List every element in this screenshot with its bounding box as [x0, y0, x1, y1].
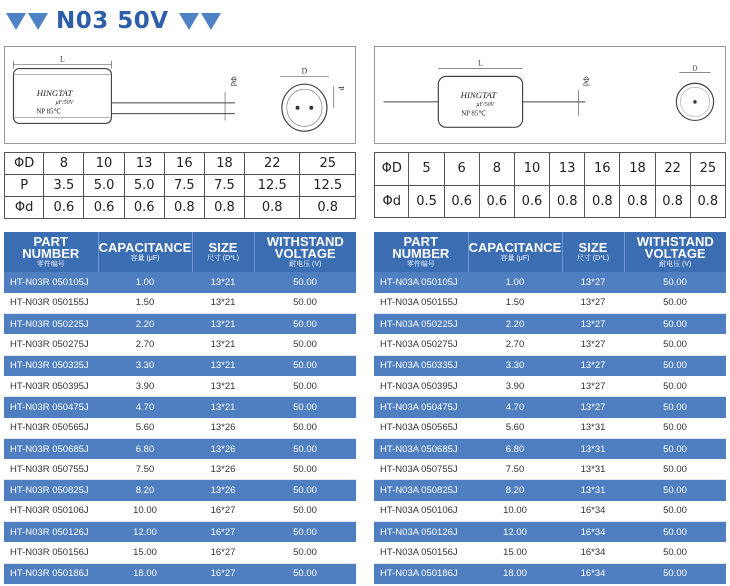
size-cell: 16*27: [192, 522, 254, 543]
size-cell: 16*34: [562, 522, 624, 543]
table-row: [4, 376, 356, 397]
dimension-cell: 18: [620, 153, 655, 186]
capacitance-cell: 12.00: [98, 522, 192, 543]
part-number-cell: HT-N03A 050155J: [374, 293, 468, 314]
dimension-cell: 0.8: [164, 197, 204, 219]
part-number-cell: HT-N03A 050475J: [374, 397, 468, 418]
voltage-cell: 50.00: [624, 376, 726, 397]
table-row: [4, 272, 356, 293]
table-row: [374, 438, 726, 459]
capacitance-cell: 5.60: [98, 418, 192, 439]
axial-spec-line: μF/50V: [476, 101, 495, 108]
part-number-cell: HT-N03R 050755J: [4, 459, 98, 480]
table-row: [4, 563, 356, 584]
voltage-cell: 50.00: [254, 522, 356, 543]
axial-label-L: L: [478, 58, 483, 68]
size-cell: 16*27: [192, 501, 254, 522]
dimension-cell: 6: [444, 153, 479, 186]
part-number-cell: HT-N03A 050565J: [374, 418, 468, 439]
dimension-row: [375, 185, 726, 218]
voltage-cell: 50.00: [624, 480, 726, 501]
part-number-cell: HT-N03R 050225J: [4, 314, 98, 335]
table-row: [374, 418, 726, 439]
dimension-cell: 8: [479, 153, 514, 186]
spec-line: μF/50V: [55, 99, 74, 106]
size-cell: 13*27: [562, 293, 624, 314]
col-size: SIZE 尺寸 (D*L): [562, 232, 624, 272]
dimension-row: [375, 153, 726, 186]
dimension-cell: 0.6: [479, 185, 514, 218]
dimension-cell: 0.8: [620, 185, 655, 218]
voltage-cell: 50.00: [624, 272, 726, 293]
size-cell: 13*31: [562, 438, 624, 459]
dimension-cell: 25: [690, 153, 725, 186]
dimension-cell: 12.5: [300, 175, 356, 197]
part-number-cell: HT-N03A 050186J: [374, 563, 468, 584]
size-cell: 13*21: [192, 314, 254, 335]
capacitance-cell: 10.00: [468, 501, 562, 522]
table-row: [4, 355, 356, 376]
part-number-cell: HT-N03R 050395J: [4, 376, 98, 397]
radial-spec-table: [4, 232, 356, 584]
dimension-cell: 7.5: [164, 175, 204, 197]
capacitance-cell: 4.70: [468, 397, 562, 418]
col-voltage: WITHSTAND VOLTAGE 耐电压 (V): [624, 232, 726, 272]
dimension-cell: 8: [44, 153, 84, 175]
dimension-cell: 0.8: [300, 197, 356, 219]
axial-capacitor-drawing: [375, 47, 725, 143]
voltage-cell: 50.00: [254, 480, 356, 501]
dimension-cell: 18: [204, 153, 244, 175]
dimension-cell: 0.6: [444, 185, 479, 218]
part-number-cell: HT-N03R 050156J: [4, 542, 98, 563]
axial-capacitor-diagram: [374, 46, 726, 144]
capacitance-cell: 2.70: [468, 334, 562, 355]
part-number-cell: HT-N03R 050275J: [4, 334, 98, 355]
table-row: [374, 293, 726, 314]
capacitance-cell: 1.00: [468, 272, 562, 293]
capacitance-cell: 3.90: [98, 376, 192, 397]
capacitance-cell: 8.20: [98, 480, 192, 501]
voltage-cell: 50.00: [624, 459, 726, 480]
size-cell: 13*27: [562, 272, 624, 293]
dimension-row-head: ΦD: [375, 153, 409, 186]
part-number-cell: HT-N03A 050825J: [374, 480, 468, 501]
table-row: [4, 542, 356, 563]
dimension-row: [5, 153, 356, 175]
voltage-cell: 50.00: [254, 355, 356, 376]
part-number-cell: HT-N03R 050335J: [4, 355, 98, 376]
part-number-cell: HT-N03A 050275J: [374, 334, 468, 355]
voltage-cell: 50.00: [254, 334, 356, 355]
table-row: [374, 334, 726, 355]
dimension-row-head: Φd: [375, 185, 409, 218]
capacitance-cell: 2.20: [468, 314, 562, 335]
voltage-cell: 50.00: [624, 438, 726, 459]
dimension-cell: 16: [585, 153, 620, 186]
dimension-cell: 10: [514, 153, 549, 186]
voltage-cell: 50.00: [254, 418, 356, 439]
voltage-cell: 50.00: [254, 376, 356, 397]
table-row: [374, 355, 726, 376]
capacitance-cell: 18.00: [468, 563, 562, 584]
table-row: [374, 459, 726, 480]
dimension-cell: 22: [655, 153, 690, 186]
voltage-cell: 50.00: [624, 542, 726, 563]
part-number-cell: HT-N03A 050126J: [374, 522, 468, 543]
part-number-cell: HT-N03R 050105J: [4, 272, 98, 293]
dimension-cell: 0.6: [84, 197, 124, 219]
size-cell: 16*34: [562, 542, 624, 563]
part-number-cell: HT-N03A 050335J: [374, 355, 468, 376]
col-voltage: WITHSTAND VOLTAGE 耐电压 (V): [254, 232, 356, 272]
voltage-cell: 50.00: [624, 418, 726, 439]
table-row: [4, 438, 356, 459]
radial-dimension-table: [4, 152, 356, 219]
size-cell: 13*21: [192, 376, 254, 397]
dimension-cell: 3.5: [44, 175, 84, 197]
voltage-cell: 50.00: [624, 314, 726, 335]
table-row: [4, 397, 356, 418]
size-cell: 13*31: [562, 459, 624, 480]
table-row: [374, 272, 726, 293]
table-row: [374, 397, 726, 418]
capacitance-cell: 2.20: [98, 314, 192, 335]
capacitance-cell: 3.90: [468, 376, 562, 397]
size-cell: 13*27: [562, 314, 624, 335]
capacitance-cell: 3.30: [98, 355, 192, 376]
axial-spec-table: [374, 232, 726, 584]
dimension-cell: 7.5: [204, 175, 244, 197]
voltage-cell: 50.00: [254, 542, 356, 563]
page-title: N03 50V: [56, 8, 169, 34]
size-cell: 13*27: [562, 334, 624, 355]
voltage-cell: 50.00: [254, 459, 356, 480]
capacitance-cell: 15.00: [98, 542, 192, 563]
size-cell: 16*27: [192, 563, 254, 584]
table-row: [374, 542, 726, 563]
part-number-cell: HT-N03A 050395J: [374, 376, 468, 397]
size-cell: 13*26: [192, 480, 254, 501]
dimension-cell: 25: [300, 153, 356, 175]
radial-capacitor-drawing: [5, 47, 355, 143]
label-L: L: [60, 54, 65, 64]
capacitance-cell: 2.70: [98, 334, 192, 355]
dimension-row: [5, 197, 356, 219]
part-number-cell: HT-N03R 050565J: [4, 418, 98, 439]
label-d: Φd: [228, 76, 238, 87]
part-number-cell: HT-N03A 050755J: [374, 459, 468, 480]
voltage-cell: 50.00: [254, 438, 356, 459]
size-cell: 13*31: [562, 480, 624, 501]
voltage-cell: 50.00: [624, 293, 726, 314]
capacitance-cell: 8.20: [468, 480, 562, 501]
dimension-cell: 0.8: [204, 197, 244, 219]
capacitance-cell: 5.60: [468, 418, 562, 439]
axial-dimension-table: [374, 152, 726, 218]
capacitance-cell: 7.50: [98, 459, 192, 480]
dimension-cell: 0.6: [124, 197, 164, 219]
temp-line: NP 85℃: [36, 108, 62, 116]
voltage-cell: 50.00: [624, 334, 726, 355]
axial-label-D: D: [692, 65, 698, 73]
size-cell: 13*21: [192, 293, 254, 314]
dimension-row: [5, 175, 356, 197]
dimension-cell: 13: [124, 153, 164, 175]
page-header: [6, 4, 229, 38]
part-number-cell: HT-N03R 050106J: [4, 501, 98, 522]
capacitance-cell: 1.50: [468, 293, 562, 314]
dimension-cell: 5.0: [84, 175, 124, 197]
size-cell: 16*27: [192, 542, 254, 563]
table-row: [4, 522, 356, 543]
table-row: [374, 522, 726, 543]
dimension-cell: 0.5: [409, 185, 444, 218]
dimension-cell: 12.5: [245, 175, 300, 197]
voltage-cell: 50.00: [254, 293, 356, 314]
voltage-cell: 50.00: [254, 397, 356, 418]
voltage-cell: 50.00: [624, 563, 726, 584]
capacitance-cell: 1.50: [98, 293, 192, 314]
col-part-number: PART NUMBER 零件编号: [374, 232, 468, 272]
dimension-cell: 0.6: [514, 185, 549, 218]
voltage-cell: 50.00: [624, 501, 726, 522]
part-number-cell: HT-N03A 050156J: [374, 542, 468, 563]
voltage-cell: 50.00: [254, 501, 356, 522]
capacitance-cell: 6.80: [98, 438, 192, 459]
part-number-cell: HT-N03R 050186J: [4, 563, 98, 584]
size-cell: 13*27: [562, 376, 624, 397]
table-row: [374, 314, 726, 335]
part-number-cell: HT-N03R 050825J: [4, 480, 98, 501]
capacitance-cell: 15.00: [468, 542, 562, 563]
triangle-decoration-right-icon: [179, 13, 223, 30]
dimension-cell: 5.0: [124, 175, 164, 197]
capacitance-cell: 1.00: [98, 272, 192, 293]
table-row: [4, 314, 356, 335]
dimension-row-head: Φd: [5, 197, 44, 219]
capacitance-cell: 6.80: [468, 438, 562, 459]
radial-capacitor-diagram: [4, 46, 356, 144]
voltage-cell: 50.00: [624, 522, 726, 543]
axial-label-d: Φd: [581, 76, 591, 87]
voltage-cell: 50.00: [254, 272, 356, 293]
brand-label: HINGTAT: [36, 87, 73, 98]
size-cell: 13*26: [192, 438, 254, 459]
table-row: [4, 501, 356, 522]
dimension-row-head: P: [5, 175, 44, 197]
col-capacitance: CAPACITANCE 容量 (μF): [98, 232, 192, 272]
spec-header-row: [4, 232, 356, 272]
capacitance-cell: 4.70: [98, 397, 192, 418]
size-cell: 13*21: [192, 397, 254, 418]
dimension-cell: 0.6: [44, 197, 84, 219]
axial-brand-label: HINGTAT: [460, 89, 497, 100]
size-cell: 13*21: [192, 355, 254, 376]
dimension-cell: 0.8: [245, 197, 300, 219]
label-D: D: [301, 66, 308, 76]
table-row: [4, 293, 356, 314]
dimension-cell: 0.8: [655, 185, 690, 218]
size-cell: 16*34: [562, 563, 624, 584]
part-number-cell: HT-N03A 050105J: [374, 272, 468, 293]
table-row: [374, 501, 726, 522]
table-row: [4, 334, 356, 355]
dimension-row-head: ΦD: [5, 153, 44, 175]
capacitance-cell: 12.00: [468, 522, 562, 543]
size-cell: 13*27: [562, 355, 624, 376]
voltage-cell: 50.00: [624, 355, 726, 376]
capacitance-cell: 10.00: [98, 501, 192, 522]
size-cell: 13*31: [562, 418, 624, 439]
part-number-cell: HT-N03A 050106J: [374, 501, 468, 522]
table-row: [4, 459, 356, 480]
triangle-decoration-left-icon: [6, 13, 50, 30]
table-row: [374, 480, 726, 501]
table-row: [374, 376, 726, 397]
dimension-cell: 10: [84, 153, 124, 175]
col-part-number: PART NUMBER 零件编号: [4, 232, 98, 272]
voltage-cell: 50.00: [254, 314, 356, 335]
part-number-cell: HT-N03R 050685J: [4, 438, 98, 459]
dimension-cell: 0.8: [585, 185, 620, 218]
voltage-cell: 50.00: [254, 563, 356, 584]
size-cell: 16*34: [562, 501, 624, 522]
part-number-cell: HT-N03A 050225J: [374, 314, 468, 335]
capacitance-cell: 3.30: [468, 355, 562, 376]
col-capacitance: CAPACITANCE 容量 (μF): [468, 232, 562, 272]
dimension-cell: 22: [245, 153, 300, 175]
capacitance-cell: 7.50: [468, 459, 562, 480]
spec-header-row: [374, 232, 726, 272]
part-number-cell: HT-N03R 050155J: [4, 293, 98, 314]
capacitance-cell: 18.00: [98, 563, 192, 584]
table-row: [4, 418, 356, 439]
dimension-cell: 5: [409, 153, 444, 186]
part-number-cell: HT-N03A 050685J: [374, 438, 468, 459]
table-row: [374, 563, 726, 584]
table-row: [4, 480, 356, 501]
dimension-cell: 0.8: [690, 185, 725, 218]
dimension-cell: 13: [550, 153, 585, 186]
label-P: P: [336, 86, 346, 91]
size-cell: 13*26: [192, 459, 254, 480]
part-number-cell: HT-N03R 050475J: [4, 397, 98, 418]
dimension-cell: 0.8: [550, 185, 585, 218]
size-cell: 13*21: [192, 334, 254, 355]
size-cell: 13*21: [192, 272, 254, 293]
voltage-cell: 50.00: [624, 397, 726, 418]
size-cell: 13*26: [192, 418, 254, 439]
col-size: SIZE 尺寸 (D*L): [192, 232, 254, 272]
part-number-cell: HT-N03R 050126J: [4, 522, 98, 543]
dimension-cell: 16: [164, 153, 204, 175]
axial-temp-line: NP 85℃: [461, 110, 486, 118]
size-cell: 13*27: [562, 397, 624, 418]
